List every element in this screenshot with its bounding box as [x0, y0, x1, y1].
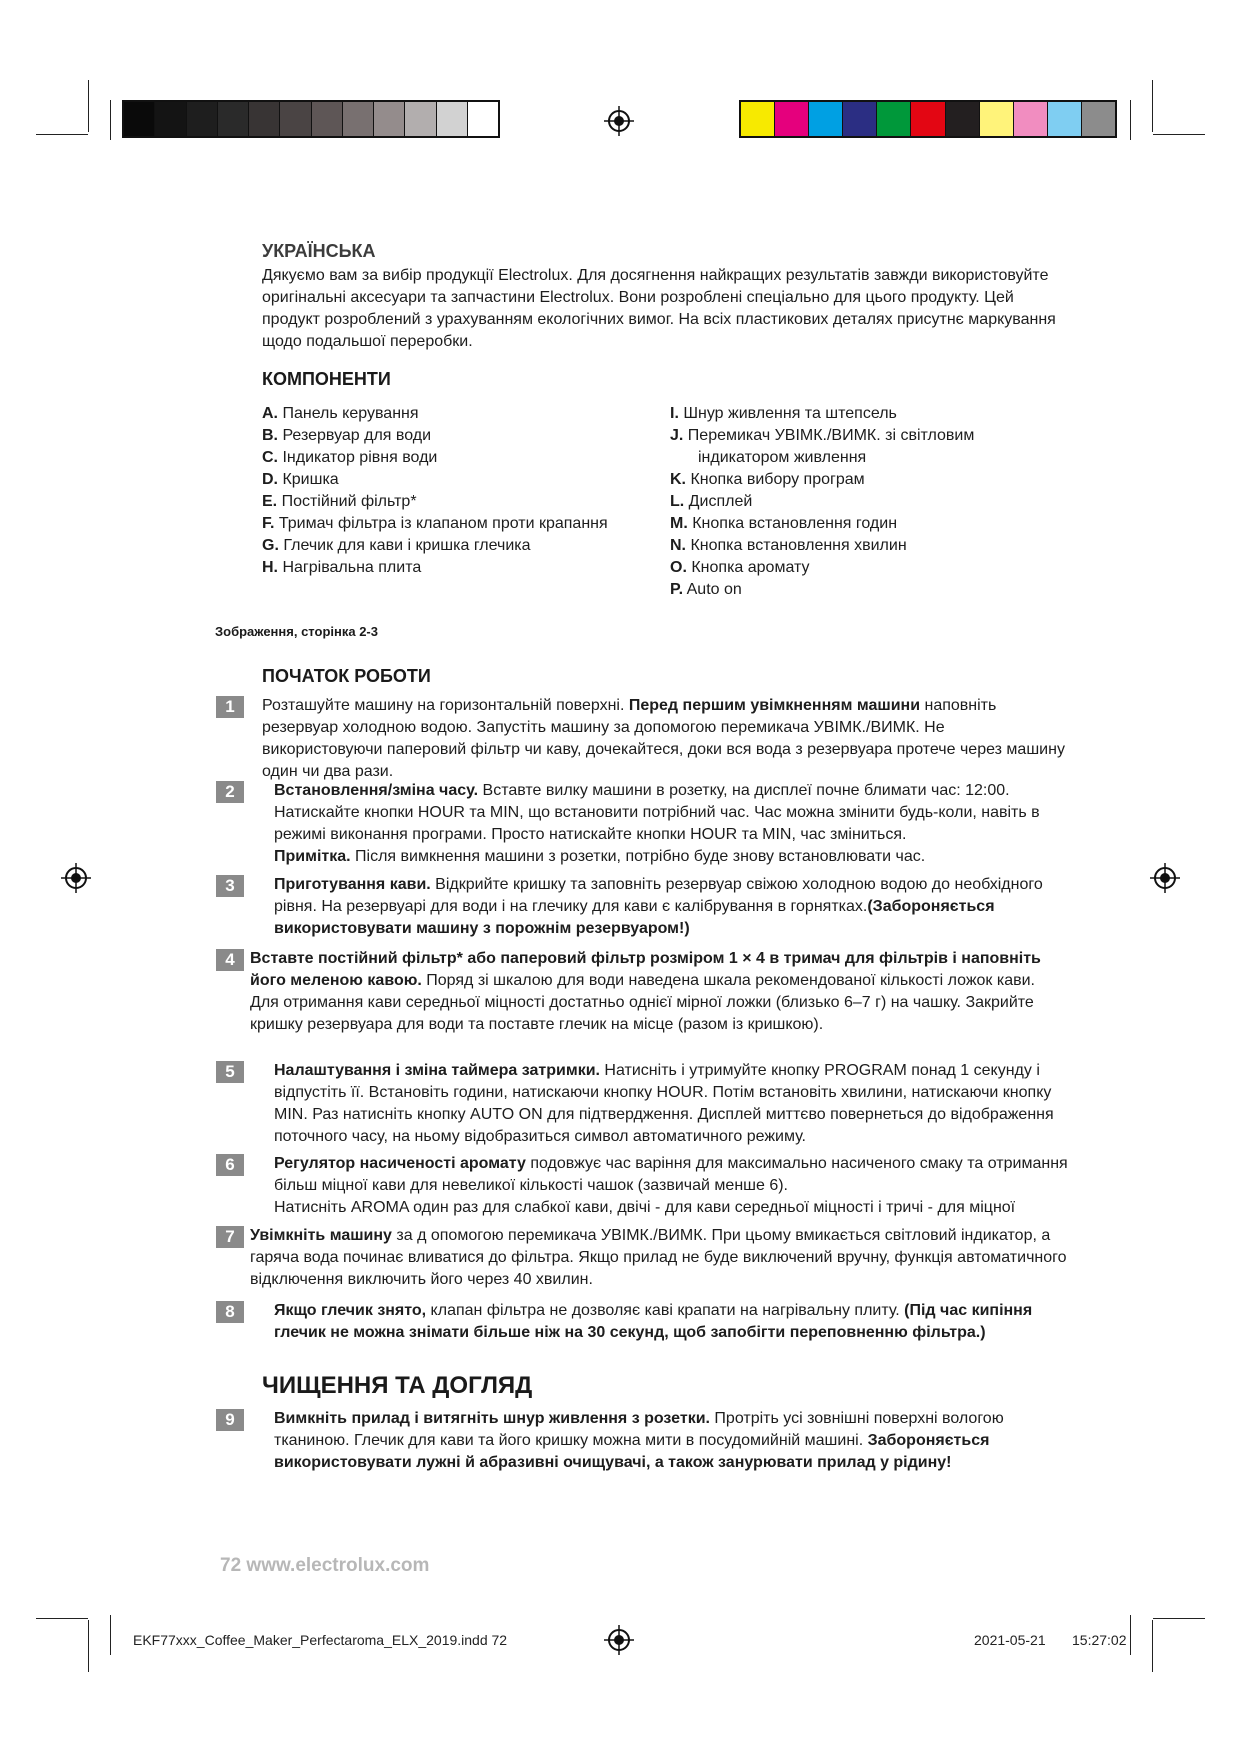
step-9-text — [262, 1408, 1068, 1474]
component-item — [262, 447, 608, 469]
color-swatch — [876, 102, 910, 136]
component-letter: P. — [670, 581, 684, 598]
color-swatch — [842, 102, 876, 136]
step-body-tail: Натисніть AROMA один раз для слабкої кави, двічі - для кави середньої міцності і тричі - для міцної — [274, 1199, 1016, 1216]
step-number-3: 3 — [216, 875, 244, 897]
component-letter: I. — [670, 405, 679, 422]
step-body: Вставте вилку машини в розетку, на дисплеї почне блимати час: 12:00. Натискайте кнопки HOUR та MIN, що встановити потрібний час. Час можна змінити будь-коли, навіть в режимі виконання програми. Просто натискайте кнопки HOUR та MIN, час зміниться. — [274, 782, 1040, 843]
start-heading-wrap — [262, 665, 1068, 687]
grayscale-swatch — [342, 102, 373, 136]
registration-target-icon — [604, 106, 634, 136]
color-swatch — [741, 102, 774, 136]
component-letter: G. — [262, 537, 279, 554]
step-body-tail: Після вимкнення машини з розетки, потрібно буде знову встановлювати час. — [350, 848, 926, 865]
component-label: Дисплей — [688, 493, 753, 510]
component-label: Кнопка встановлення годин — [692, 515, 898, 532]
intro-block — [262, 240, 1068, 353]
step-bold-lead: Налаштування і зміна таймера затримки. — [274, 1062, 600, 1079]
step-4-text — [250, 948, 1068, 1036]
step-number-8: 8 — [216, 1301, 244, 1323]
crop-mark-top-right-h — [1153, 134, 1205, 135]
registration-mark-bottom — [604, 1625, 634, 1655]
step-bold-lead: Регулятор насиченості аромату — [274, 1155, 526, 1172]
component-letter: F. — [262, 515, 275, 532]
registration-target-icon — [604, 1625, 634, 1655]
step-8-text — [262, 1300, 1068, 1344]
step-number-5: 5 — [216, 1061, 244, 1083]
care-heading: ЧИЩЕННЯ ТА ДОГЛЯД — [262, 1372, 533, 1399]
step-bold-note: Примітка. — [274, 848, 351, 865]
component-item — [670, 557, 974, 579]
slug-date: 2021-05-21 — [974, 1632, 1046, 1648]
component-letter: D. — [262, 471, 278, 488]
component-letter: M. — [670, 515, 688, 532]
component-letter: E. — [262, 493, 278, 510]
component-letter: J. — [670, 427, 684, 444]
step-7-text — [250, 1225, 1068, 1291]
crop-mark-bottom-right-h — [1153, 1618, 1205, 1619]
color-calibration-bar — [739, 100, 1117, 138]
component-item — [262, 469, 608, 491]
component-letter: B. — [262, 427, 278, 444]
color-swatch — [1081, 102, 1115, 136]
component-item — [262, 557, 608, 579]
component-label: Шнур живлення та штепсель — [683, 405, 897, 422]
registration-mark-left — [61, 863, 91, 893]
care-heading-wrap — [262, 1372, 1068, 1399]
component-item — [670, 513, 974, 535]
component-label: Глечик для кави і кришка глечика — [283, 537, 531, 554]
grayscale-swatch — [311, 102, 342, 136]
component-letter: A. — [262, 405, 278, 422]
component-letter: K. — [670, 471, 686, 488]
component-item — [670, 403, 974, 425]
component-item — [262, 513, 608, 535]
crop-mark-top-left-h — [36, 134, 88, 135]
component-item — [670, 491, 974, 513]
color-swatch — [979, 102, 1013, 136]
grayscale-swatch — [467, 102, 498, 136]
component-label: Панель керування — [282, 405, 419, 422]
component-letter: C. — [262, 449, 278, 466]
color-swatch — [945, 102, 979, 136]
step-bold-lead: Встановлення/зміна часу. — [274, 782, 479, 799]
start-heading: ПОЧАТОК РОБОТИ — [262, 666, 431, 686]
step-bold-lead: Якщо глечик знято, — [274, 1302, 427, 1319]
step-number-7: 7 — [216, 1226, 244, 1248]
crop-mark-bottom-left-v — [88, 1620, 89, 1672]
crop-mark-top-right-v2 — [1130, 100, 1131, 140]
grayscale-swatch — [124, 102, 154, 136]
intro-paragraph: Дякуємо вам за вибір продукції Electrolux. Для досягнення найкращих результатів завжди використовуйте оригінальні аксесуари та запчастини Electrolux. Вони розроблені спеціально для цього продукту. Цей продукт розроблений з урахуванням екологічних вимог. На всіх пластикових деталях присутнє маркування щодо подальшої переробки. — [262, 267, 1056, 350]
step-bold-lead: Увімкніть машину — [250, 1227, 392, 1244]
grayscale-calibration-bar — [122, 100, 500, 138]
component-item — [670, 579, 974, 601]
step-number-6: 6 — [216, 1154, 244, 1176]
component-label: індикатором живлення — [698, 449, 867, 466]
step-5-text — [262, 1060, 1068, 1148]
grayscale-swatch — [436, 102, 467, 136]
image-caption: Зображення, сторінка 2-3 — [215, 624, 378, 639]
component-letter: L. — [670, 493, 685, 510]
components-list — [262, 403, 1068, 603]
component-label: Кришка — [282, 471, 339, 488]
step-body: Розташуйте машину на горизонтальній поверхні. — [262, 697, 629, 714]
step-number-2: 2 — [216, 781, 244, 803]
step-2-text — [262, 780, 1068, 868]
step-bold-note: (Під час кипіння глечик не можна знімати більше ніж на 30 секунд, щоб запобігти переповненню фільтра.) — [274, 1302, 1033, 1341]
component-item — [670, 425, 974, 447]
grayscale-swatch — [186, 102, 217, 136]
step-3-text — [262, 874, 1068, 940]
step-body: клапан фільтра не дозволяє каві крапати на нагрівальну плиту. — [426, 1302, 905, 1319]
step-body: Відкрийте кришку та заповніть резервуар свіжою холодною водою до необхідного рівня. На резервуарі для води і на глечику для кави є калібрування в горнятках. — [274, 876, 1043, 915]
component-label: Auto on — [686, 581, 742, 598]
grayscale-swatch — [248, 102, 279, 136]
crop-mark-bottom-left-v2 — [110, 1615, 111, 1655]
color-swatch — [808, 102, 842, 136]
crop-mark-top-left-v2 — [110, 100, 111, 140]
step-body: за д опомогою перемикача УВІМК./ВИМК. При цьому вмикається світловий індикатор, а гаряча вода починає вливатися до фільтра. Якщо прилад не буде виключений вручну, функція автоматичного відключення виключить його через 40 хвилин. — [250, 1227, 1067, 1288]
step-body: Поряд зі шкалою для води наведена шкала рекомендованої кількості ложок кави. Для отримання кави середньої міцності достатньо однієї мірної ложки (близько 6–7 г) на чашку. Закрийте кришку резервуара для води та поставте глечик на місце (разом із кришкою). — [250, 972, 1035, 1033]
component-item — [262, 535, 608, 557]
components-heading: КОМПОНЕНТИ — [262, 369, 391, 389]
component-item — [262, 403, 608, 425]
component-item — [670, 447, 974, 469]
step-bold-note: Перед першим увімкненням машини — [628, 697, 921, 714]
component-letter: N. — [670, 537, 686, 554]
grayscale-swatch — [404, 102, 435, 136]
step-bold-note: (Забороняється використовувати машину з порожнім резервуаром!) — [274, 898, 995, 937]
component-label: Кнопка аромату — [691, 559, 810, 576]
component-label: Постійний фільтр* — [281, 493, 417, 510]
step-body-tail: наповніть резервуар холодною водою. Запустіть машину за допомогою перемикача УВІМК./ВИМК. Не використовуючи паперовий фільтр чи каву, дочекайтеся, доки вся вода з резервуара протече через машину один чи два рази. — [262, 697, 1065, 780]
step-6-text — [262, 1153, 1068, 1219]
registration-mark-top — [604, 106, 634, 136]
component-letter: H. — [262, 559, 278, 576]
page-number-url: 72 www.electrolux.com — [220, 1555, 430, 1576]
color-swatch — [1013, 102, 1047, 136]
step-bold-lead: Вставте постійний фільтр* або паперовий фільтр розміром 1 × 4 в тримач для фільтрів і наповніть його меленою кавою. — [250, 950, 1041, 989]
component-item — [262, 425, 608, 447]
component-label: Кнопка вибору програм — [690, 471, 865, 488]
component-label: Перемикач УВІМК./ВИМК. зі світловим — [687, 427, 975, 444]
grayscale-swatch — [154, 102, 185, 136]
slug-file-name: EKF77xxx_Coffee_Maker_Perfectaroma_ELX_2019.indd 72 — [133, 1632, 508, 1648]
component-item — [670, 469, 974, 491]
registration-target-icon — [61, 863, 91, 893]
step-number-1: 1 — [216, 696, 244, 718]
slug-time: 15:27:02 — [1072, 1632, 1127, 1648]
color-swatch — [1047, 102, 1081, 136]
grayscale-swatch — [373, 102, 404, 136]
component-item — [262, 491, 608, 513]
step-number-4: 4 — [216, 949, 244, 971]
grayscale-swatch — [217, 102, 248, 136]
color-swatch — [774, 102, 808, 136]
step-9-body: Протріть усі зовнішні поверхні вологою тканиною. Глечик для кави та його кришку можна мити в посудомийній машині. — [274, 1410, 1004, 1449]
component-label: Кнопка встановлення хвилин — [690, 537, 907, 554]
step-9-bold: Вимкніть прилад і витягніть шнур живлення з розетки. — [274, 1410, 710, 1427]
registration-mark-right — [1150, 863, 1180, 893]
crop-mark-bottom-right-v — [1152, 1620, 1153, 1672]
step-bold-lead: Приготування кави. — [274, 876, 431, 893]
component-label: Індикатор рівня води — [282, 449, 438, 466]
component-label: Тримач фільтра із клапаном проти крапання — [278, 515, 608, 532]
component-label: Резервуар для води — [282, 427, 432, 444]
grayscale-swatch — [279, 102, 310, 136]
crop-mark-top-left-v — [88, 80, 89, 132]
components-heading-wrap — [262, 368, 1068, 390]
crop-mark-bottom-right-v2 — [1130, 1615, 1131, 1655]
components-left-column — [262, 403, 608, 579]
crop-mark-top-right-v — [1152, 80, 1153, 132]
component-letter: O. — [670, 559, 687, 576]
component-label: Нагрівальна плита — [282, 559, 422, 576]
step-1-text — [262, 695, 1068, 783]
component-item — [670, 535, 974, 557]
language-heading: УКРАЇНСЬКА — [262, 241, 376, 261]
components-right-column — [670, 403, 974, 601]
step-body: Натисніть і утримуйте кнопку PROGRAM понад 1 секунду і відпустіть її. Встановіть години, натискаючи кнопку HOUR. Потім встановіть хвилини, натискаючи кнопку MIN. Раз натисніть кнопку AUTO ON для підтвердження. Дисплей миттєво повернеться до відображення поточного часу, на ньому відобразиться символ автоматичного режиму. — [274, 1062, 1054, 1145]
step-body: подовжує час варіння для максимально насиченого смаку та отримання більш міцної кави для невеликої кількості чашок (зазвичай менше 6). — [274, 1155, 1068, 1194]
step-9-warning: Забороняється використовувати лужні й абразивні очищувачі, а також занурювати прилад у рідину! — [274, 1432, 990, 1471]
crop-mark-bottom-left-h — [36, 1618, 88, 1619]
step-number-9: 9 — [216, 1409, 244, 1431]
color-swatch — [910, 102, 944, 136]
registration-target-icon — [1150, 863, 1180, 893]
